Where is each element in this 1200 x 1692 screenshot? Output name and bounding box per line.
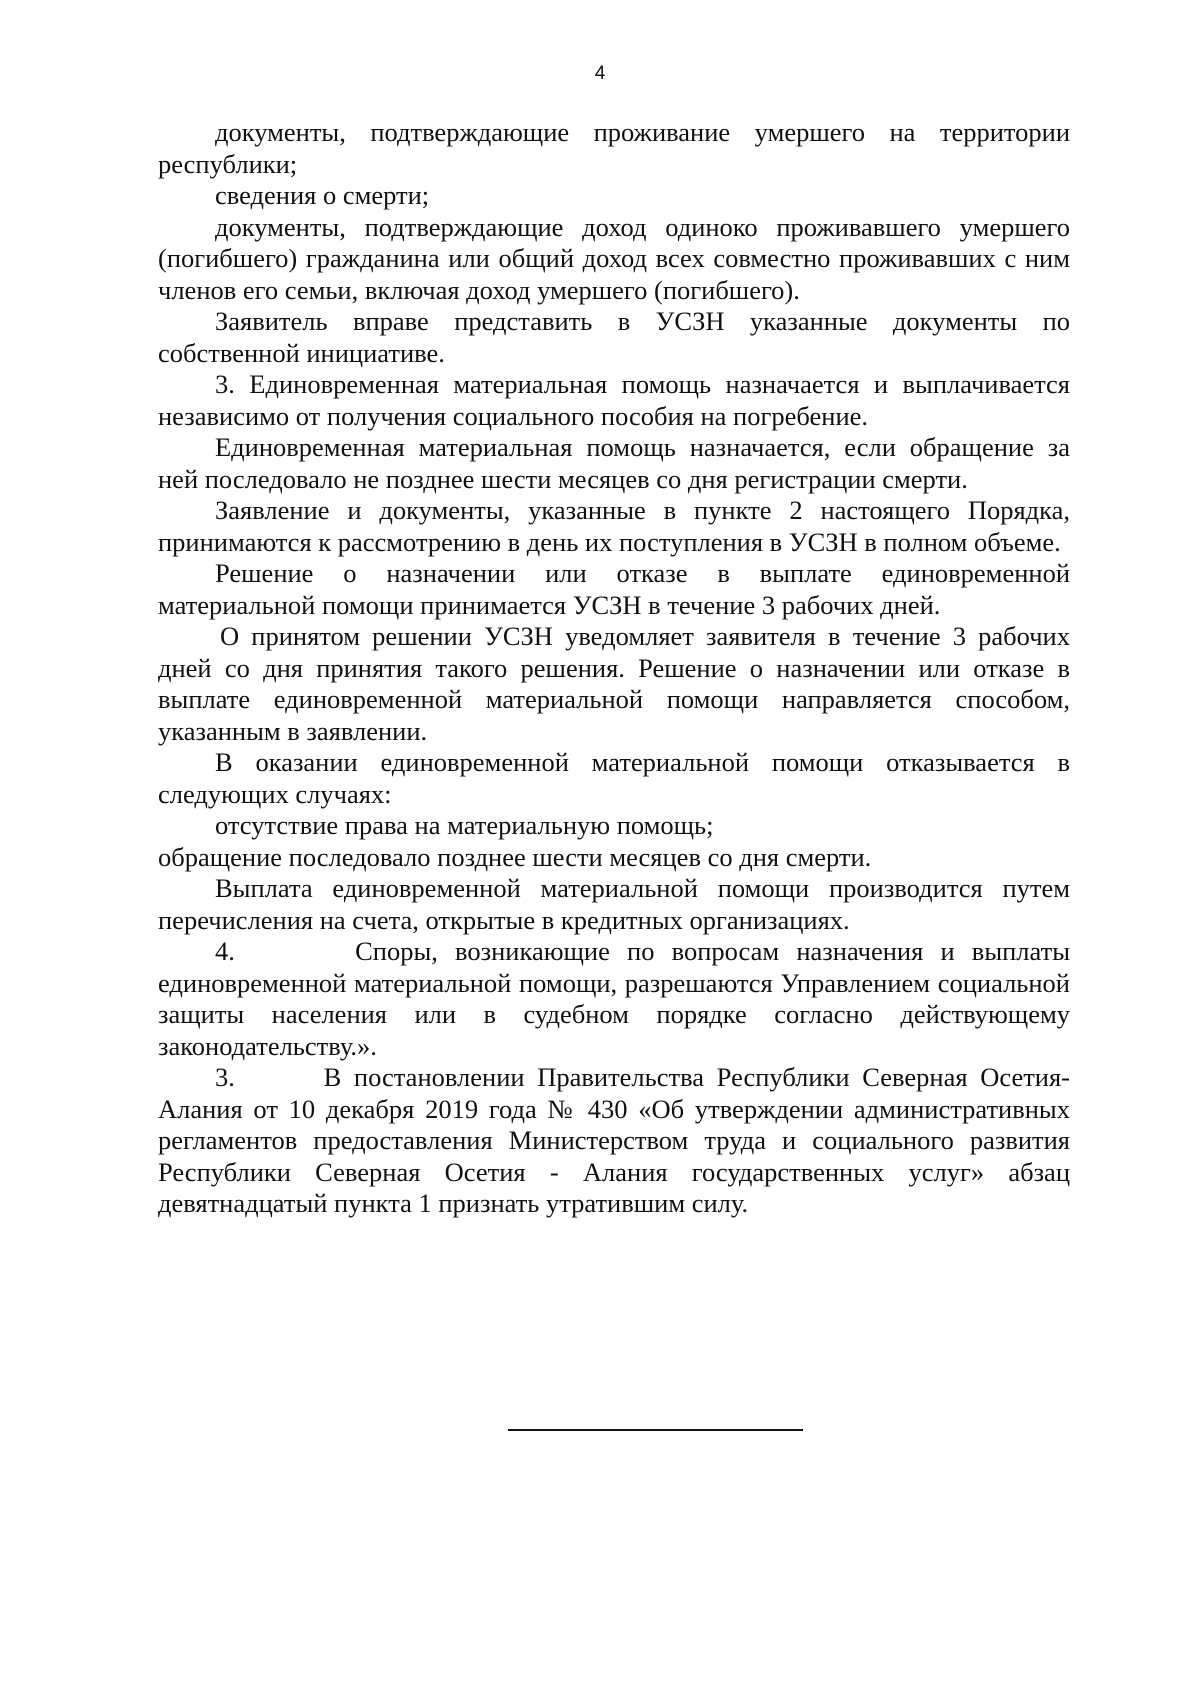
paragraph-documents-residence: документы, подтверждающие проживание умершего на территории республики;	[158, 117, 1070, 179]
paragraph-late-application: обращение последовало позднее шести месяцев со дня смерти.	[158, 841, 872, 872]
paragraph-income-documents: документы, подтверждающие доход одиноко проживавшего умершего (погибшего) гражданина или общий доход всех совместно проживавших с ним членов его семьи, включая доход умершего (погибшего).	[158, 211, 1070, 305]
document-body	[158, 117, 1070, 1220]
paragraph-deadline: Единовременная материальная помощь назначается, если обращение за ней последовало не позднее шести месяцев со дня регистрации смерти.	[158, 432, 1070, 494]
paragraph-decision-term: Решение о назначении или отказе в выплате единовременной материальной помощи принимается УСЗН в течение 3 рабочих дней.	[158, 558, 1070, 620]
paragraph-notification: О принятом решении УСЗН уведомляет заявителя в течение 3 рабочих дней со дня принятия такого решения. Решение о назначении или отказе в выплате единовременной материальной помощи направляется способом, указанным в заявлении.	[158, 621, 1070, 746]
paragraph-no-right: отсутствие права на материальную помощь;	[215, 810, 714, 840]
paragraph-item-4-disputes: 4. Споры, возникающие по вопросам назначения и выплаты единовременной материальной помощи, разрешаются Управлением социальной защиты населения или в судебном порядке согласно действующему законодательству.».	[158, 936, 1070, 1061]
paragraph-application-acceptance: Заявление и документы, указанные в пункте 2 настоящего Порядка, принимаются к рассмотрению в день их поступления в УСЗН в полном объеме.	[158, 495, 1070, 557]
paragraph-refusal-cases: В оказании единовременной материальной помощи отказывается в следующих случаях:	[158, 747, 1070, 809]
paragraph-resolution-item-3: 3. В постановлении Правительства Республики Северная Осетия-Алания от 10 декабря 2019 года № 430 «Об утверждении административных регламентов предоставления Министерством труда и социального развития Республики Северная Осетия - Алания государственных услуг» абзац девятнадцатый пункта 1 признать утратившим силу.	[158, 1062, 1070, 1218]
paragraph-death-info: сведения о смерти;	[215, 180, 430, 210]
paragraph-payment-method: Выплата единовременной материальной помощи производится путем перечисления на счета, открытые в кредитных организациях.	[158, 873, 1070, 935]
page-number: 4	[594, 63, 606, 84]
paragraph-applicant-right: Заявитель вправе представить в УСЗН указанные документы по собственной инициативе.	[158, 306, 1070, 368]
paragraph-item-3: 3. Единовременная материальная помощь назначается и выплачивается независимо от получения социального пособия на погребение.	[158, 369, 1070, 431]
closing-separator-line	[508, 1429, 803, 1431]
